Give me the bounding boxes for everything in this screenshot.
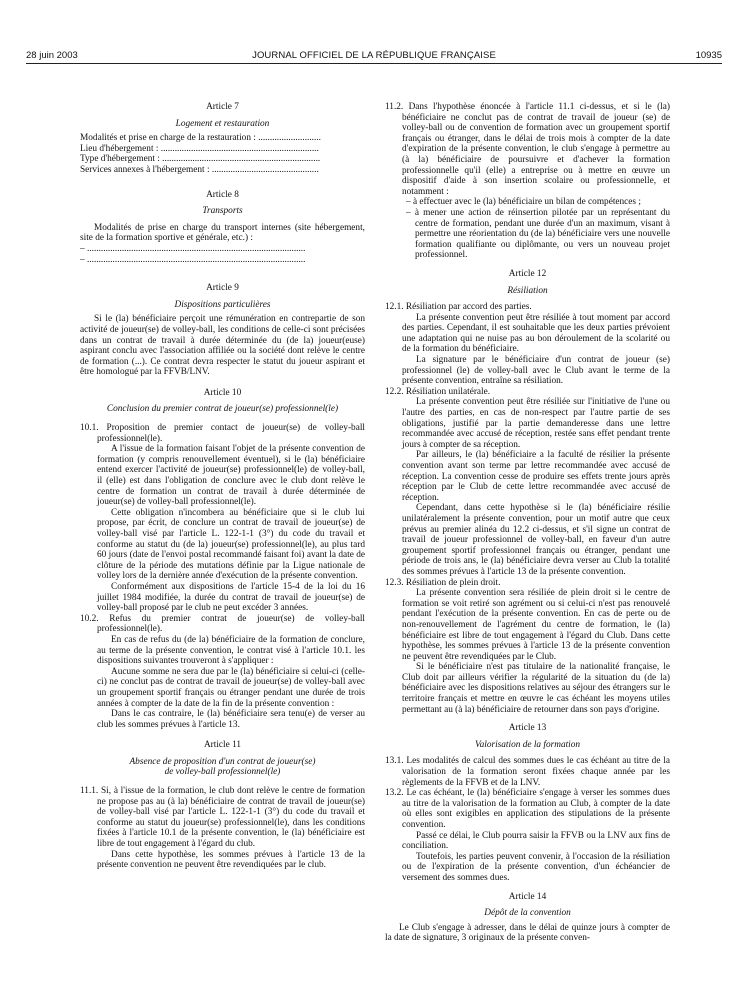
article-9-subtitle: Dispositions particulières xyxy=(174,299,271,310)
article-10-subtitle: Conclusion du premier contrat de joueur(se) professionnel(le) xyxy=(106,404,339,415)
article-10-1-paragraph: Conformément aux dispositions de l'article 15-4 de la loi du 16 juillet 1984 modifiée, la durée du contrat de travail de joueur(se) de volley-ball proposé par le club ne peut excéder 3 années. xyxy=(97,581,365,614)
article-12-title: Article 12 xyxy=(508,268,547,279)
left-column xyxy=(80,102,365,871)
article-10-2-heading: 10.2. Refus du premier contrat de joueur(se) de volley-ball professionnel(le). xyxy=(80,613,365,635)
article-8-subtitle: Transports xyxy=(202,206,243,217)
header-page-number: 10935 xyxy=(695,50,722,61)
article-10-2-paragraph: En cas de refus du (de la) bénéficiaire de la formation de conclure, au terme de la présente convention, le contrat visé à l'article 10.1. les dispositions suivantes trouveront à s'appliquer : xyxy=(97,634,365,667)
article-11-2-dash-item: – à mener une action de réinsertion pilotée par un représentant du centre de formation, pendant une durée d'un an maximum, visant à permettre une réorientation du (de la) bénéficiaire vers une nouvelle formation qualifiante ou diplômante, ou vers un nouveau projet professionnel. xyxy=(406,207,670,261)
article-14-paragraph: Le Club s'engage à adresser, dans le délai de quinze jours à compter de la date de signature, 3 originaux de la présente conven- xyxy=(385,922,670,944)
article-14-title: Article 14 xyxy=(508,891,547,902)
article-12-2-paragraph: Cependant, dans cette hypothèse si le (la) bénéficiaire résilie unilatéralement la présente convention, pour un motif autre que ceux prévus au premier alinéa du 12.2 ci-dessus, et s'il signe un contrat de travail de joueur professionnel de volley-ball, en faveur d'un autre groupement sportif professionnel français ou étranger, pendant une période de trois ans, le (la) bénéficiaire devra verser au Club la totalité des sommes prévues à l'article 13 de la présente convention. xyxy=(402,503,670,577)
article-10-1-paragraph: A l'issue de la formation faisant l'objet de la présente convention de formation (y compris renouvellement éventuel), si le (la) bénéficiaire entend exercer l'activité de joueur(se) professionnel(le) de volley-ball, il (elle) est dans l'obligation de conclure avec le club dont relève le centre de formation un contrat de travail à durée déterminée de joueur(se) de volley-ball professionnel(le). xyxy=(97,444,365,508)
article-7-title: Article 7 xyxy=(206,102,239,112)
article-12-1-heading: 12.1. Résiliation par accord des parties. xyxy=(385,302,532,313)
article-13-2-paragraph: Toutefois, les parties peuvent convenir, à l'occasion de la résiliation ou de l'expiration de la présente convention, d'un échéancier de versement des sommes dues. xyxy=(402,851,670,883)
article-13-1-paragraph: 13.1. Les modalités de calcul des sommes dues le cas échéant au titre de la valorisation de la formation seront fixées chaque année par les règlements de la FFVB et de la LNV. xyxy=(385,756,670,788)
article-10-2-paragraph: Aucune somme ne sera due par le (la) bénéficiaire si celui-ci (celle-ci) ne conclut pas de contrat de travail de joueur(se) de volley-ball avec un groupement sportif français ou étranger pendant une durée de trois années à compter de la date de la fin de la présente convention : xyxy=(97,666,365,709)
article-13-title: Article 13 xyxy=(508,723,547,734)
article-7-line: Modalités et prise en charge de la restauration : ........................... xyxy=(80,133,321,144)
article-11-2-paragraph: 11.2. Dans l'hypothèse énoncée à l'article 11.1 ci-dessus, et si le (la) bénéficiaire ne conclut pas de contrat de travail de joueur (se) de volley-ball ou de convention de formation avec un groupement sportif français ou étranger, dans le délai de trois mois à compter de la date d'expiration de la présente convention, le club s'engage à permettre au (à la) bénéficiaire de poursuivre et d'achever la formation professionnelle qu'il (elle) a entreprise ou à mettre en œuvre un dispositif d'aide à son insertion scolaire ou professionnelle, et notamment : xyxy=(385,102,670,197)
article-10-title: Article 10 xyxy=(203,387,242,398)
header-journal-title: JOURNAL OFFICIEL DE LA RÉPUBLIQUE FRANÇAISE xyxy=(252,50,496,61)
article-12-2-paragraph: Par ailleurs, le (la) bénéficiaire a la faculté de résilier la présente convention avant son terme par lettre recommandée avec accusé de réception. La convention cesse de produire ses effets trente jours après réception par le Club de cette lettre recommandée avec accusé de réception. xyxy=(402,450,670,503)
article-8-title: Article 8 xyxy=(206,189,239,200)
article-13-2-paragraph: 13.2. Le cas échéant, le (la) bénéficiaire s'engage à verser les sommes dues au titre de la valorisation de la formation au Club, à compter de la date où elles sont exigibles en application des stipulations de la présente convention. xyxy=(385,788,670,830)
article-12-subtitle: Résiliation xyxy=(507,285,548,296)
article-11-subtitle: de volley-ball professionnel(le) xyxy=(164,767,281,778)
article-9-paragraph: Si le (la) bénéficiaire perçoit une rémunération en contrepartie de son activité de joueur(se) de volley-ball, les conditions de celle-ci sont précisées dans un contrat de travail à durée déterminée du (de la) joueur(euse) aspirant conclu avec l'association affiliée ou la société dont relève le centre de formation (...). Ce contrat devra respecter le statut du joueur aspirant et être homologué par la FFVB/LNV. xyxy=(80,314,365,378)
article-7-subtitle: Logement et restauration xyxy=(175,118,270,129)
article-8-dash-line: – .............................................................................................. xyxy=(80,254,306,265)
article-13-subtitle: Valorisation de la formation xyxy=(474,739,581,750)
article-12-1-paragraph: La signature par le bénéficiaire d'un contrat de joueur (se) professionnel (le) de volley-ball avec le Club avant le terme de la présente convention, entraîne sa résiliation. xyxy=(402,355,670,387)
article-14-subtitle: Dépôt de la convention xyxy=(484,908,571,919)
article-11-1-paragraph: Dans cette hypothèse, les sommes prévues à l'article 13 de la présente convention ne peuvent être revendiquées par le club. xyxy=(97,849,365,871)
header-date: 28 juin 2003 xyxy=(26,50,78,61)
article-11-title: Article 11 xyxy=(203,740,242,751)
article-11-2-dash-item: – à effectuer avec le (la) bénéficiaire un bilan de compétences ; xyxy=(406,197,641,208)
right-column xyxy=(385,102,670,944)
article-8-dash-line: – .............................................................................................. xyxy=(80,243,306,254)
article-12-1-paragraph: La présente convention peut être résiliée à tout moment par accord des parties. Cependant, il est souhaitable que les deux parties prévoient une adaptation qui ne nuise pas au bon déroulement de la scolarité ou de la formation du bénéficiaire. xyxy=(402,312,670,355)
page-header xyxy=(26,50,722,64)
article-11-subtitle: Absence de proposition d'un contrat de joueur(se) xyxy=(129,756,316,767)
article-7-line: Services annexes à l'hébergement : .............................................. xyxy=(80,164,319,175)
article-13-2-paragraph: Passé ce délai, le Club pourra saisir la FFVB ou la LNV aux fins de conciliation. xyxy=(402,830,670,852)
article-8-paragraph: Modalités de prise en charge du transport internes (site hébergement, site de la formation sportive et générale, etc.) : xyxy=(80,222,365,244)
article-12-3-paragraph: Si le bénéficiaire n'est pas titulaire de la nationalité française, le Club doit par ailleurs vérifier la régularité de la situation du (de la) bénéficiaire avec les dispositions relatives au séjour des étrangers sur le territoire français et mettre en œuvre le cas échéant les moyens utiles permettant au (à la) bénéficiaire de retourner dans son pays d'origine. xyxy=(402,662,670,715)
article-9-title: Article 9 xyxy=(206,283,239,294)
header-rule xyxy=(26,63,722,64)
article-11-1-paragraph: 11.1. Si, à l'issue de la formation, le club dont relève le centre de formation ne propose pas au (à la) bénéficiaire de contrat de travail de joueur(se) de volley-ball visé par l'article L. 122-1-1 (3°) du code du travail et conforme au statut du joueur(se) professionnel(le), dans les conditions fixées à l'article 10.1 de la présente convention, le (la) bénéficiaire est libre de tout engagement à l'égard du club. xyxy=(80,786,365,850)
article-10-1-heading: 10.1. Proposition de premier contact de joueur(se) de volley-ball professionnel(le). xyxy=(80,423,365,444)
article-10-2-paragraph: Dans le cas contraire, le (la) bénéficiaire sera tenu(e) de verser au club les sommes prévues à l'article 13. xyxy=(97,709,365,730)
article-12-2-heading: 12.2. Résiliation unilatérale. xyxy=(385,386,491,397)
article-7-line: Type d'hébergement : .................................................................... xyxy=(80,154,321,165)
article-12-2-paragraph: La présente convention peut être résiliée sur l'initiative de l'une ou l'autre des parties, en cas de non-respect par l'autre partie de ses obligations, justifié par la partie demanderesse dans une lettre recommandée avec accusé de réception, restée sans effet pendant trente jours à compter de sa réception. xyxy=(402,397,670,450)
article-7-line: Lieu d'hébergement : .................................................................... xyxy=(80,143,319,154)
article-10-1-paragraph: Cette obligation n'incombera au bénéficiaire que si le club lui propose, par écrit, de conclure un contrat de travail de joueur(se) de volley-ball visé par l'article L. 122-1-1 (3°) du code du travail et conforme au statut du (de la) joueur(se) professionnel(le), au plus tard 60 jours (date de l'envoi postal recommandé faisant foi) avant la date de clôture de la période des mutations définie par la Ligue nationale de volley lors de la dernière année d'exécution de la présente convention. xyxy=(97,507,365,582)
article-12-3-heading: 12.3. Résiliation de plein droit. xyxy=(385,577,501,588)
article-12-3-paragraph: La présente convention sera résiliée de plein droit si le centre de formation se voit retiré son agrément ou si celui-ci n'est pas renouvelé pendant l'exécution de la présente convention. En cas de perte ou de non-renouvellement de l'agrément du centre de formation, le (la) bénéficiaire est libre de tout engagement à l'égard du Club. Dans cette hypothèse, les sommes prévues à l'article 13 de la présente convention ne peuvent être revendiquées par le Club. xyxy=(402,588,670,662)
